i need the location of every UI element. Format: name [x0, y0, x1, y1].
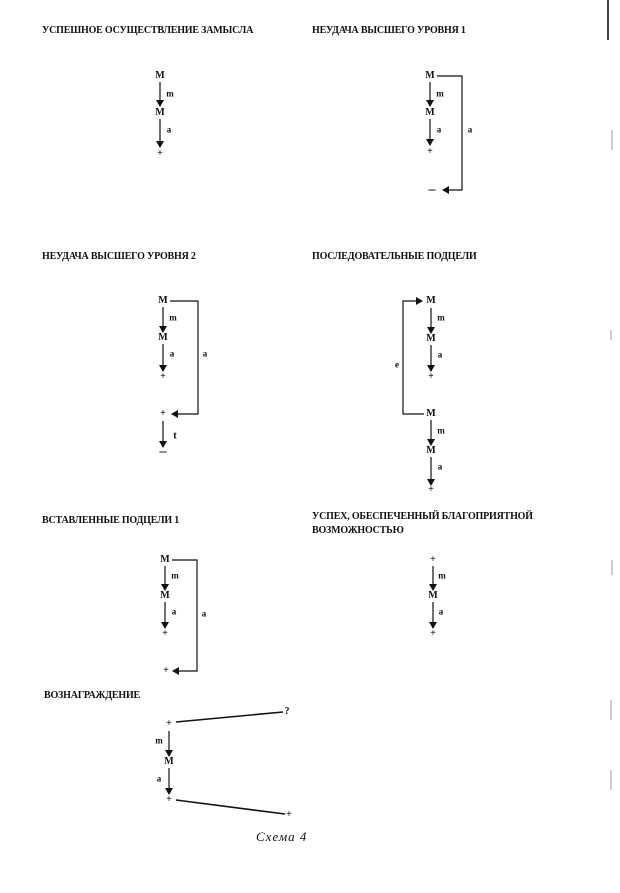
panel-7-node-question: ?	[284, 706, 290, 717]
panel-4-node-m3: M	[426, 408, 436, 419]
panel-4-label-a2: a	[437, 461, 443, 472]
panel-6-label-a: a	[438, 606, 444, 617]
panel-5-node-m1: M	[160, 554, 170, 565]
panel-5-label-a: a	[171, 606, 177, 617]
panel-5-label-m: m	[171, 570, 179, 581]
panel-4-loop-label-e: e	[395, 359, 399, 370]
panel-3-edges	[163, 301, 198, 447]
panel-4-node-plus2: +	[428, 484, 434, 495]
panel-6-title-line1: УСПЕХ, ОБЕСПЕЧЕННЫЙ БЛАГОПРИЯТНОЙ	[312, 511, 533, 522]
panel-5-node-plus1: +	[162, 628, 168, 639]
panel-7-edges	[169, 712, 285, 814]
panel-6-title-line2: ВОЗМОЖНОСТЬЮ	[312, 525, 404, 536]
panel-4-node-m4: M	[426, 445, 436, 456]
panel-7-node-m: M	[164, 756, 174, 767]
panel-2-label-m: m	[436, 88, 444, 99]
panel-7-node-plus1: +	[166, 718, 172, 729]
panel-2-title: НЕУДАЧА ВЫСШЕГО УРОВНЯ 1	[312, 25, 466, 36]
panel-2-node-m1: M	[425, 70, 435, 81]
panel-2-node-m2: M	[425, 107, 435, 118]
panel-7-label-a: a	[156, 773, 162, 784]
panel-4-edges	[403, 301, 431, 485]
panel-7-label-m: m	[155, 735, 163, 746]
panel-4-label-a1: a	[437, 349, 443, 360]
panel-4-node-plus1: +	[428, 371, 434, 382]
panel-3-node-plus2: +	[160, 408, 166, 419]
panel-3-node-plus1: +	[160, 371, 166, 382]
panel-5-edges	[165, 560, 197, 671]
panel-1-label-a: a	[166, 124, 172, 135]
panel-3-node-m1: M	[158, 295, 168, 306]
panel-7-title: ВОЗНАГРАЖДЕНИЕ	[44, 690, 141, 701]
panel-4-label-m2: m	[437, 425, 445, 436]
panel-2-label-a: a	[436, 124, 442, 135]
panel-3-title: НЕУДАЧА ВЫСШЕГО УРОВНЯ 2	[42, 251, 196, 262]
panel-5-node-m2: M	[160, 590, 170, 601]
panel-6-node-plus2: +	[430, 628, 436, 639]
panel-4-node-m1: M	[426, 295, 436, 306]
panel-1-node-plus: +	[157, 148, 163, 159]
panel-6-node-m: M	[428, 590, 438, 601]
panel-4-title: ПОСЛЕДОВАТЕЛЬНЫЕ ПОДЦЕЛИ	[312, 251, 477, 262]
figure-caption: Схема 4	[256, 829, 308, 844]
panel-3-loop-label-a: a	[202, 348, 208, 359]
scan-edge-marks	[608, 0, 612, 790]
panel-1-label-m: m	[166, 88, 174, 99]
panel-7-node-plus2: +	[166, 794, 172, 805]
panel-4-node-m2: M	[426, 333, 436, 344]
panel-2-node-plus: +	[427, 146, 433, 157]
panel-2-edges	[430, 76, 462, 190]
panel-2-loop-label-a: a	[467, 124, 473, 135]
panel-1-title: УСПЕШНОЕ ОСУЩЕСТВЛЕНИЕ ЗАМЫСЛА	[42, 25, 254, 36]
panel-5-loop-label-a: a	[201, 608, 207, 619]
panel-3-node-m2: M	[158, 332, 168, 343]
panel-7-node-plus3: +	[286, 809, 292, 820]
panel-3-node-minus: –	[159, 444, 167, 459]
panel-3-label-a: a	[169, 348, 175, 359]
panel-6-label-m: m	[438, 570, 446, 581]
panel-2-node-minus: –	[428, 182, 436, 197]
panel-5-node-plus2: +	[163, 665, 169, 676]
panel-5-title: ВСТАВЛЕННЫЕ ПОДЦЕЛИ 1	[42, 515, 180, 526]
panel-3-label-t: t	[173, 429, 177, 442]
panel-4-label-m1: m	[437, 312, 445, 323]
panel-1-node-m1: M	[155, 70, 165, 81]
panel-6-node-plus1: +	[430, 554, 436, 565]
panel-3-label-m: m	[169, 312, 177, 323]
panel-1-node-m2: M	[155, 107, 165, 118]
